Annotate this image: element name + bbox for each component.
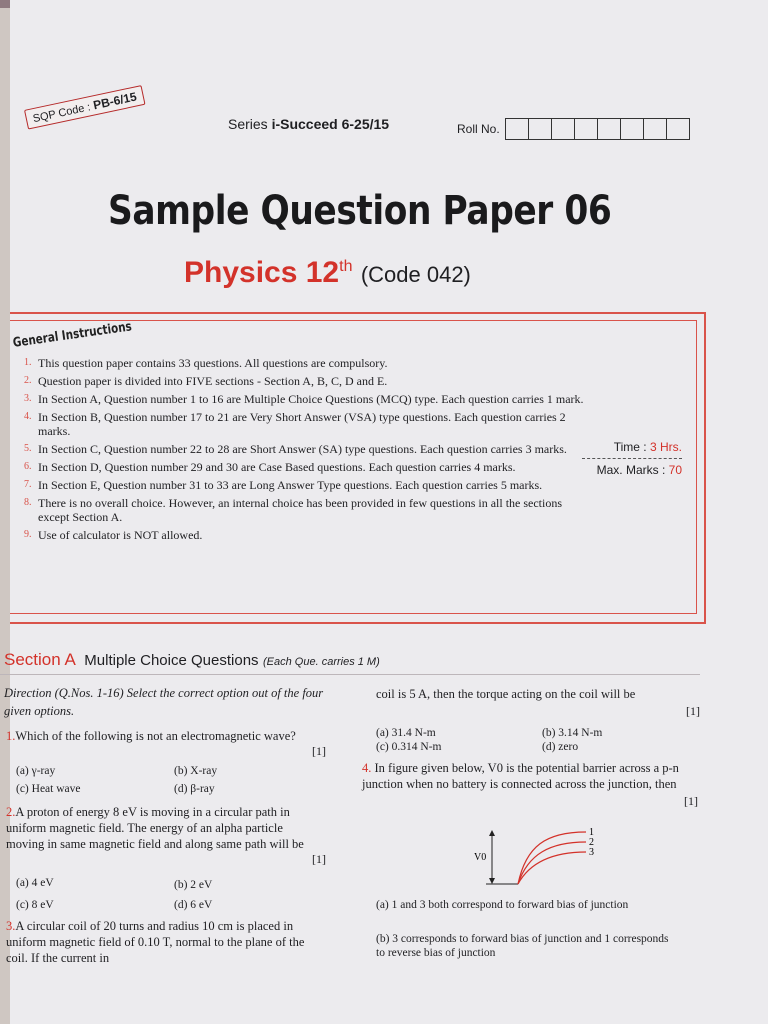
series-prefix: Series	[228, 116, 272, 132]
section-title: Multiple Choice Questions	[84, 652, 259, 669]
question-3-continued: coil is 5 A, then the torque acting on the coil will be	[376, 687, 636, 701]
q2-option-b: (b) 2 eV	[174, 879, 213, 891]
voltage-arrowhead-top	[489, 830, 495, 836]
instruction-item: 8. There is no overall choice. However, an internal choice has been provided in few questions in all the sections except Section A.	[24, 496, 563, 524]
curve-1-label: 1	[589, 827, 594, 838]
q1-option-d: (d) β-ray	[174, 783, 215, 795]
instructions-list	[24, 356, 584, 546]
q1-marks: [1]	[312, 744, 326, 758]
paper-page	[4, 0, 768, 1024]
sqp-code: PB-6/15	[91, 89, 138, 113]
series-line	[228, 116, 389, 132]
q3-option-b: (b) 3.14 N-m	[542, 727, 603, 739]
curve-2-label: 2	[589, 837, 594, 848]
roll-boxes	[506, 118, 690, 140]
sqp-code-stamp	[24, 85, 145, 129]
q1-option-a: (a) γ-ray	[16, 765, 56, 777]
instructions-heading: General Instructions	[12, 319, 133, 351]
voltage-arrowhead-bottom	[489, 878, 495, 884]
paper-title: Sample Question Paper 06	[108, 188, 612, 234]
roll-number	[457, 118, 690, 140]
q1-option-c: (c) Heat wave	[16, 783, 81, 795]
time-row: Time : 3 Hrs.	[613, 440, 682, 454]
marks-row: Max. Marks : 70	[596, 463, 682, 477]
curve-2	[518, 842, 586, 884]
instruction-item: 4. In Section B, Question number 17 to 21 are Very Short Answer (VSA) type questions. Each question carries 2 marks.	[24, 410, 566, 438]
series-name: i-Succeed 6-25/15	[271, 116, 390, 132]
q3-marks: [1]	[686, 704, 700, 718]
q3-option-c: (c) 0.314 N-m	[376, 741, 442, 753]
question-3: 3.A circular coil of 20 turns and radius 10 cm is placed in uniform magnetic field of 0.10 T, normal to the plane of the coil. If the current in	[6, 919, 305, 965]
q4-marks: [1]	[684, 794, 698, 808]
q3-option-d: (d) zero	[542, 741, 579, 753]
question-4: 4. In figure given below, V0 is the potential barrier across a p-n junction when no battery is connected across the junction, then	[362, 761, 679, 791]
q3-option-a: (a) 31.4 N-m	[376, 727, 436, 739]
v0-label: V0	[474, 852, 487, 863]
instruction-item: 5. In Section C, Question number 22 to 28 are Short Answer (SA) type questions. Each question carries 3 marks.	[24, 442, 567, 456]
q2-option-a: (a) 4 eV	[16, 877, 54, 889]
section-direction: Direction (Q.Nos. 1-16) Select the correct option out of the four given options.	[4, 686, 324, 718]
instruction-item: 2. Question paper is divided into FIVE sections - Section A, B, C, D and E.	[24, 374, 388, 388]
exam-meta	[582, 440, 682, 477]
q1-option-b: (b) X-ray	[174, 765, 218, 777]
instruction-item: 1. This question paper contains 33 questions. All questions are compulsory.	[24, 356, 388, 370]
question-2: 2.A proton of energy 8 eV is moving in a circular path in uniform magnetic field. The energy of an alpha particle moving in same magnetic field and along same path will be	[6, 805, 304, 851]
meta-divider	[582, 458, 682, 459]
instruction-item: 9. Use of calculator is NOT allowed.	[24, 528, 203, 542]
subject-name: Physics 12	[184, 256, 340, 289]
instruction-item: 7. In Section E, Question number 31 to 33 are Long Answer Type questions. Each question carries 5 marks.	[24, 478, 543, 492]
curve-1	[518, 832, 586, 884]
sqp-label: SQP Code :	[31, 101, 92, 126]
q4-option-a: (a) 1 and 3 both correspond to forward bias of junction	[376, 899, 629, 911]
roll-label: Roll No.	[457, 122, 500, 136]
q4-option-b: (b) 3 corresponds to forward bias of junction and 1 corresponds to reverse bias of junction	[376, 933, 669, 959]
instruction-item: 6. In Section D, Question number 29 and 30 are Case Based questions. Each question carries 4 marks.	[24, 460, 516, 474]
section-heading	[4, 650, 380, 670]
curve-3-label: 3	[589, 847, 594, 858]
question-1: 1.Which of the following is not an electromagnetic wave?	[6, 729, 296, 743]
q2-marks: [1]	[312, 852, 326, 866]
subject-line	[184, 256, 471, 290]
iv-curve-diagram	[466, 826, 606, 896]
subject-sup: th	[339, 258, 353, 275]
subject-code: (Code 042)	[360, 262, 471, 287]
section-name: Section A	[4, 650, 76, 669]
section-note: (Each Que. carries 1 M)	[263, 656, 380, 668]
instruction-item: 3. In Section A, Question number 1 to 16 are Multiple Choice Questions (MCQ) type. Each question carries 1 mark.	[24, 392, 584, 406]
q2-option-c: (c) 8 eV	[16, 899, 54, 911]
q2-option-d: (d) 6 eV	[174, 899, 213, 911]
section-rule	[0, 674, 700, 675]
